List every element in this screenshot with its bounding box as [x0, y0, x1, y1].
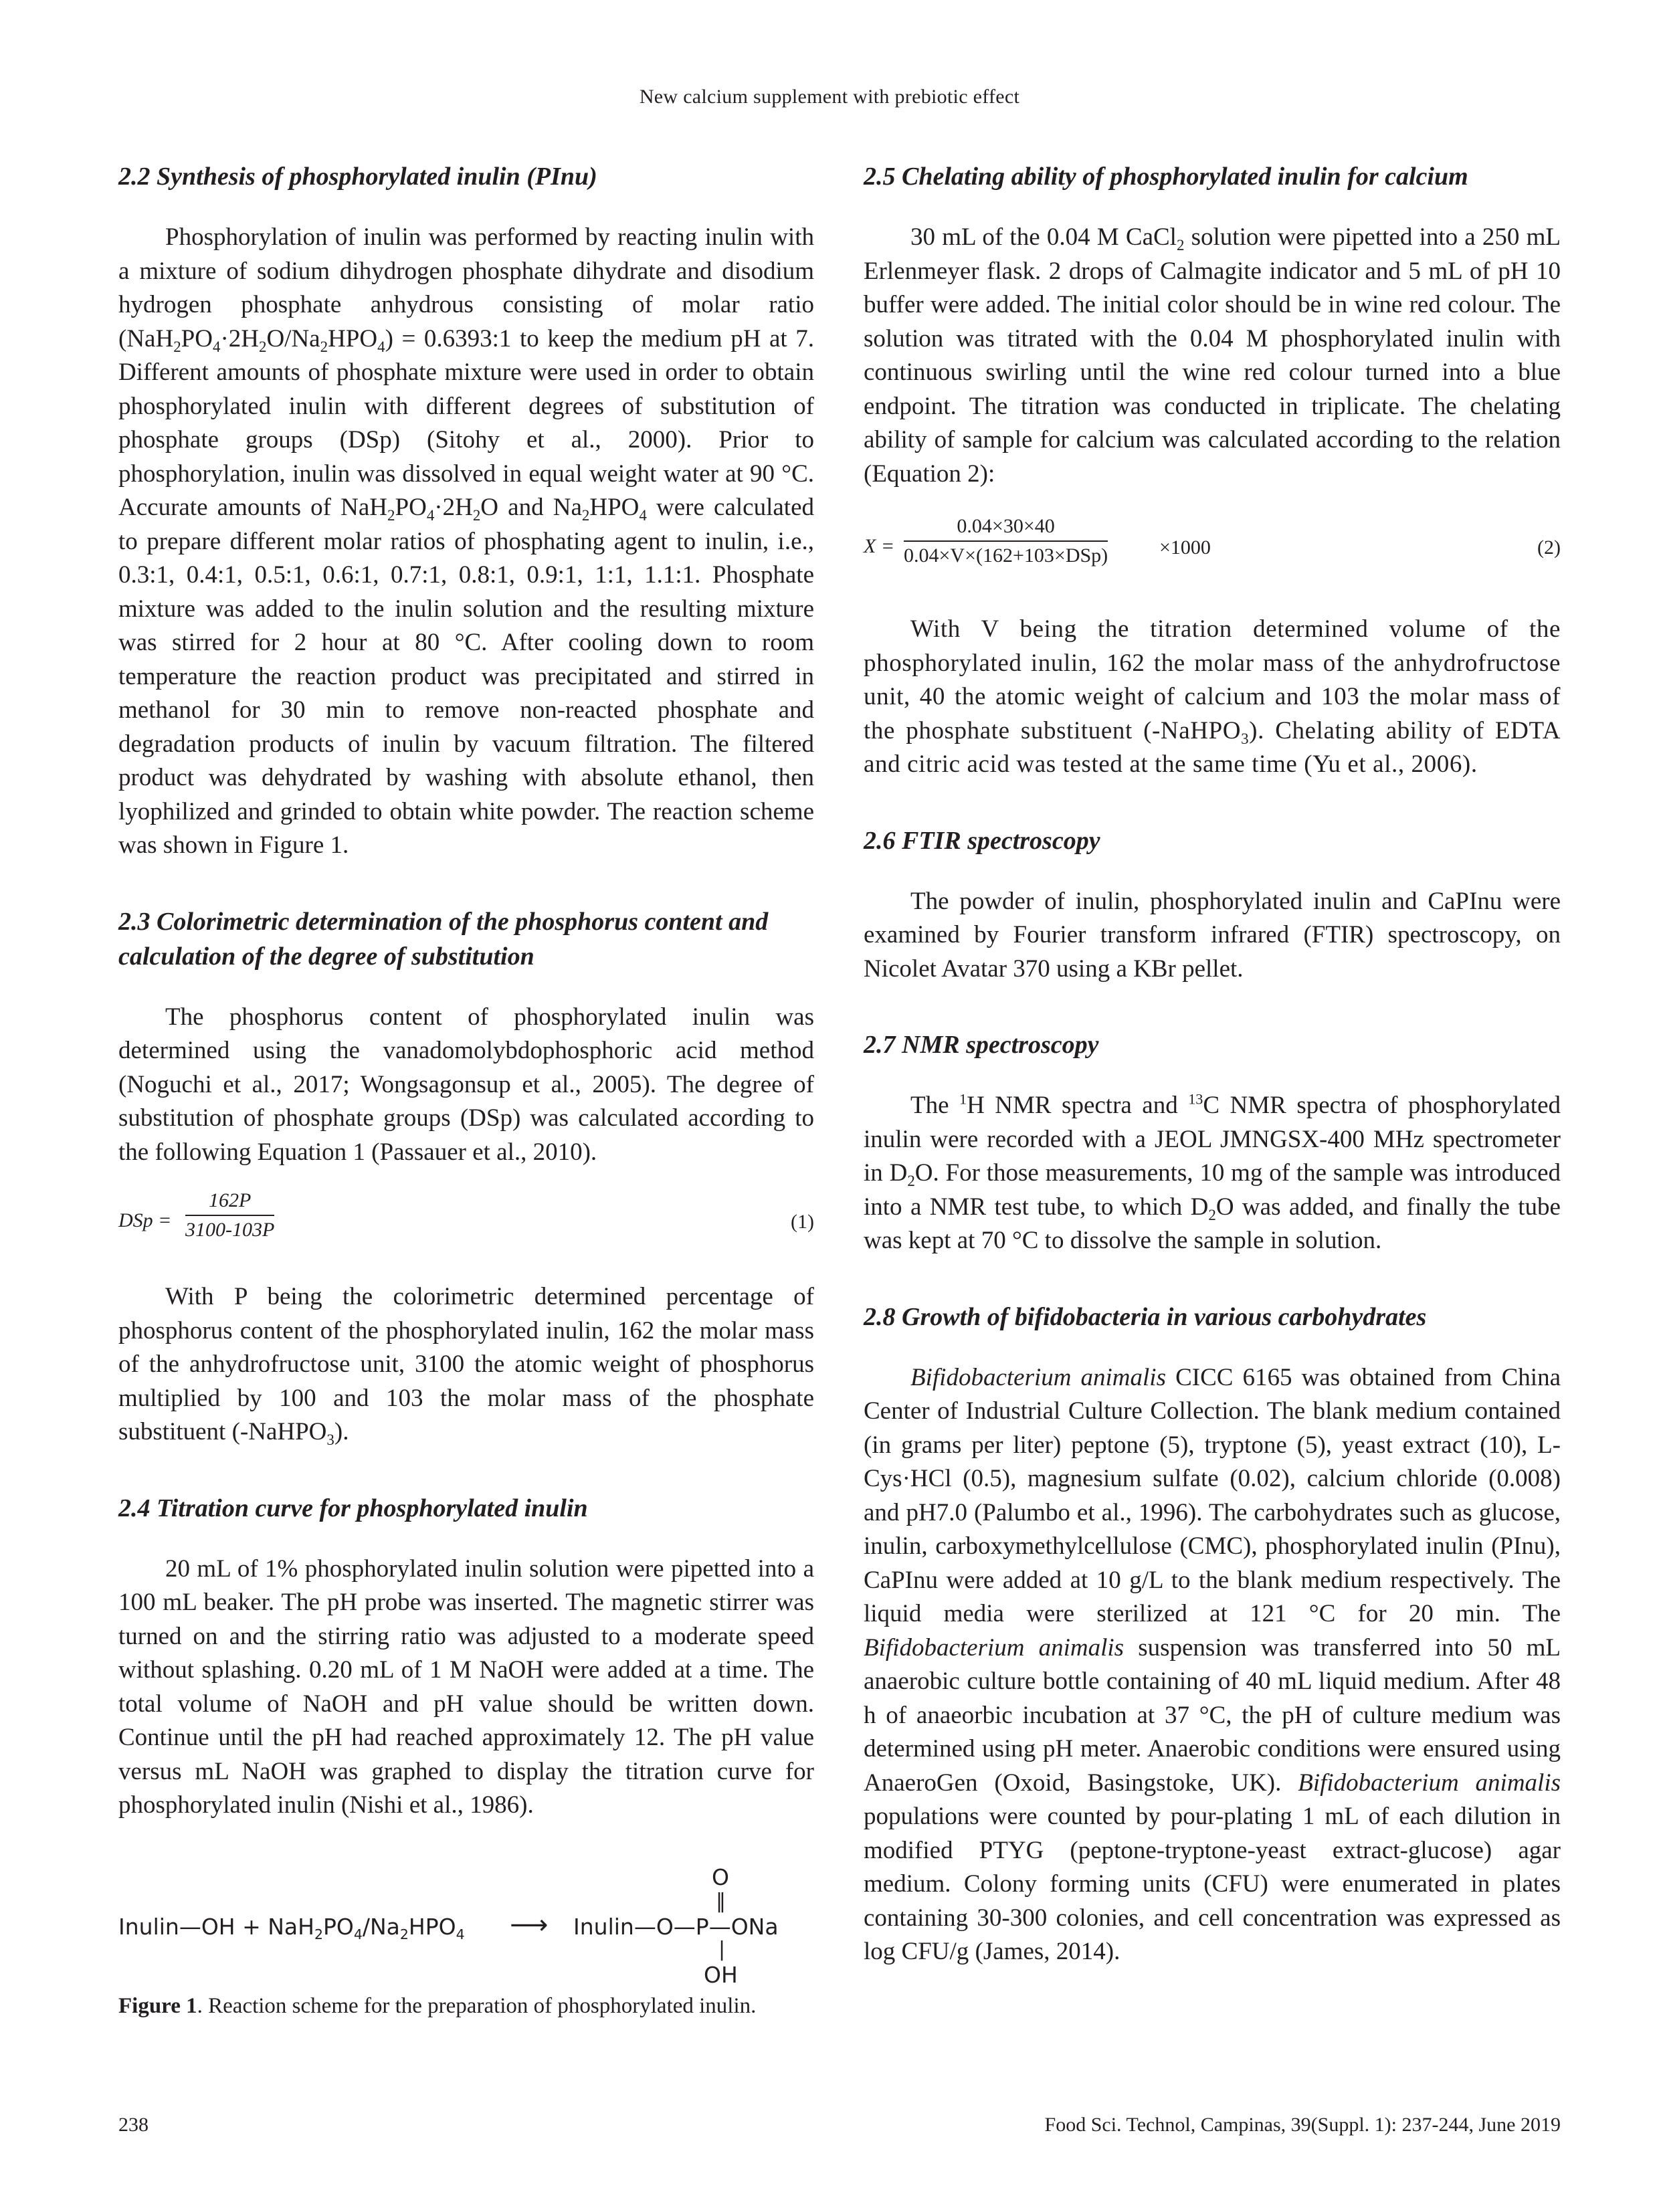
section-2-7-title: 2.7 NMR spectroscopy: [864, 1031, 1099, 1059]
equation-2-denominator: 0.04×V×(162+103×DSp): [904, 544, 1108, 567]
equation-1-lhs: DSp =: [118, 1209, 172, 1231]
equation-1-numerator: 162P: [185, 1189, 274, 1216]
equation-2-multiplier: ×1000: [1159, 536, 1211, 559]
scheme-product: Inulin—O—P—ONa: [573, 1913, 779, 1940]
page-number: 238: [118, 2114, 149, 2136]
section-2-5-paragraph-2: With V being the titration determined volume of the phosphorylated inulin, 162 the molar mass of the anhydrofructose unit, 40 the atomic weight of calcium and 103 the molar mass of the phosphate substituent (-NaHPO$_3$). Chelating ability of EDTA and citric acid was tested at the same time (Yu et al., 2006).: [864, 615, 1561, 778]
section-2-3-paragraph: The phosphorus content of phosphorylated inulin was determined using the vanadomolybdophosphoric acid method (Noguchi et al., 2017; Wongsagonsup et al., 2005). The degree of substitution of phosphate groups (DSp) was calculated according to the following Equation 1 (Passauer et al., 2010).: [118, 1003, 814, 1166]
equation-1: [118, 1189, 814, 1263]
section-2-8-paragraph: Bifidobacterium animalis CICC 6165 was obtained from China Center of Industrial Culture Collection. The blank medium contained (in grams per liter) peptone (5), tryptone (5), yeast extract (10), L-Cys·HCl (0.5), magnesium sulfate (0.02), calcium chloride (0.008) and pH7.0 (Palumbo et al., 1996). The carbohydrates such as glucose, inulin, carboxymethylcellulose (CMC), phosphorylated inulin (PInu), CaPInu were added at 10 g/L to the blank medium respectively. The liquid media were sterilized at 121 °C for 20 min. The Bifidobacterium animalis suspension was transferred into 50 mL anaerobic culture bottle containing of 40 mL liquid medium. After 48 h of anaeorbic incubation at 37 °C, the pH of culture medium was determined using pH meter. Anaerobic conditions were ensured using AnaeroGen (Oxoid, Basingstoke, UK). Bifidobacterium animalis populations were counted by pour-plating 1 mL of each dilution in modified PTYG (peptone-tryptone-yeast extract-glucose) agar medium. Colony forming units (CFU) were enumerated in plates containing 30-300 colonies, and cell concentration was expressed as log CFU/g (James, 2014).: [864, 1363, 1561, 1965]
journal-citation: Food Sci. Technol, Campinas, 39(Suppl. 1): 237-244, June 2019: [1044, 2114, 1561, 2136]
figure-1-caption: Figure 1. Reaction scheme for the preparation of phosphorylated inulin.: [118, 1993, 757, 2018]
section-2-2-paragraph: Phosphorylation of inulin was performed by reacting inulin with a mixture of sodium dihydrogen phosphate dihydrate and disodium hydrogen phosphate anhydrous consisting of molar ratio $(NaH_2PO_4\cdot 2H_2O/Na_2HPO_4)$ = 0.6393:1 to keep the medium pH at 7. Different amounts of phosphate mixture were used in order to obtain phosphorylated inulin with different degrees of substitution of phosphate groups (DSp) (Sitohy et al., 2000). Prior to phosphorylation, inulin was dissolved in equal weight water at 90 °C. Accurate amounts of $NaH_2PO_4\cdot 2H_2O$ and $Na_2HPO_4$ were calculated to prepare different molar ratios of phosphating agent to inulin, i.e., 0.3:1, 0.4:1, 0.5:1, 0.6:1, 0.7:1, 0.8:1, 0.9:1, 1:1, 1.1:1. Phosphate mixture was added to the inulin solution and the resulting mixture was stirred for 2 hour at 80 °C. After cooling down to room temperature the reaction product was precipitated and stirred in methanol for 30 min to remove non-reacted phosphate and degradation products of inulin by vacuum filtration. The filtered product was dehydrated by washing with absolute ethanol, then lyophilized and grinded to obtain white powder. The reaction scheme was shown in Figure 1.: [118, 223, 815, 859]
scheme-oxygen: O: [712, 1864, 729, 1890]
equation-1-denominator: 3100-103P: [185, 1219, 275, 1241]
reaction-scheme: [118, 1849, 814, 1988]
right-column: [864, 159, 1561, 1969]
section-2-4-paragraph: 20 mL of 1% phosphorylated inulin solution were pipetted into a 100 mL beaker. The pH probe was inserted. The magnetic stirrer was turned on and the stirring ratio was adjusted to a moderate speed without splashing. 0.20 mL of 1 M NaOH were added at a time. The total volume of NaOH and pH value should be written down. Continue until the pH had reached approximately 12. The pH value versus mL NaOH was graphed to display the titration curve for phosphorylated inulin (Nishi et al., 1986).: [118, 1554, 814, 1819]
equation-2-fraction: [904, 515, 1108, 567]
section-2-4-title: 2.4 Titration curve for phosphorylated inulin: [118, 1494, 588, 1522]
double-bond-icon: ‖: [716, 1889, 726, 1913]
equation-2-number: (2): [1537, 536, 1561, 559]
section-2-3-paragraph-2: With P being the colorimetric determined percentage of phosphorus content of the phosphorylated inulin, 162 the molar mass of the anhydrofructose unit, 3100 the atomic weight of phosphorus multiplied by 100 and 103 the molar mass of the phosphate substituent (-NaHPO$_3$).: [118, 1283, 814, 1449]
equation-1-number: (1): [791, 1211, 814, 1233]
scheme-hydroxyl: OH: [704, 1961, 738, 1988]
scheme-reactants: Inulin—OH + $NaH_2PO_4/Na_2HPO_4$: [118, 1913, 465, 1942]
running-header: New calcium supplement with prebiotic effect: [639, 86, 1020, 108]
section-2-6-paragraph: The powder of inulin, phosphorylated inulin and CaPInu were examined by Fourier transform infrared (FTIR) spectroscopy, on Nicolet Avatar 370 using a KBr pellet.: [864, 887, 1561, 983]
section-2-5-paragraph: 30 mL of the 0.04 M CaCl$_2$ solution were pipetted into a 250 mL Erlenmeyer flask. 2 drops of Calmagite indicator and 5 mL of pH 10 buffer were added. The initial color should be in wine red colour. The solution was titrated with the 0.04 M phosphorylated inulin with continuous swirling until the wine red colour turned into a blue endpoint. The titration was conducted in triplicate. The chelating ability of sample for calcium was calculated according to the relation (Equation 2):: [864, 223, 1561, 488]
section-2-5-title: 2.5 Chelating ability of phosphorylated inulin for calcium: [864, 163, 1468, 191]
section-2-2-title: 2.2 Synthesis of phosphorylated inulin (PInu): [118, 163, 597, 191]
section-2-3-title: 2.3 Colorimetric determination of the phosphorus content and calculation of the degree of substitution: [118, 907, 769, 971]
section-2-7-paragraph: The $^1$H NMR spectra and $^{13}$C NMR spectra of phosphorylated inulin were recorded with a JEOL JMNGSX-400 MHz spectrometer in $D_2O$. For those measurements, 10 mg of the sample was introduced into a NMR test tube, to which $D_2O$ was added, and finally the tube was kept at 70 °C to dissolve the sample in solution.: [864, 1090, 1561, 1254]
equation-2: [864, 515, 1561, 589]
equation-2-numerator: 0.04×30×40: [904, 515, 1108, 542]
equation-1-fraction: [185, 1189, 274, 1241]
reaction-arrow-icon: ⟶: [510, 1909, 549, 1940]
section-2-6-title: 2.6 FTIR spectroscopy: [864, 826, 1100, 855]
section-2-8-title: 2.8 Growth of bifidobacteria in various carbohydrates: [864, 1302, 1427, 1331]
single-bond-icon: |: [718, 1937, 726, 1961]
equation-2-lhs: X =: [864, 535, 895, 557]
left-column: [118, 159, 814, 2021]
